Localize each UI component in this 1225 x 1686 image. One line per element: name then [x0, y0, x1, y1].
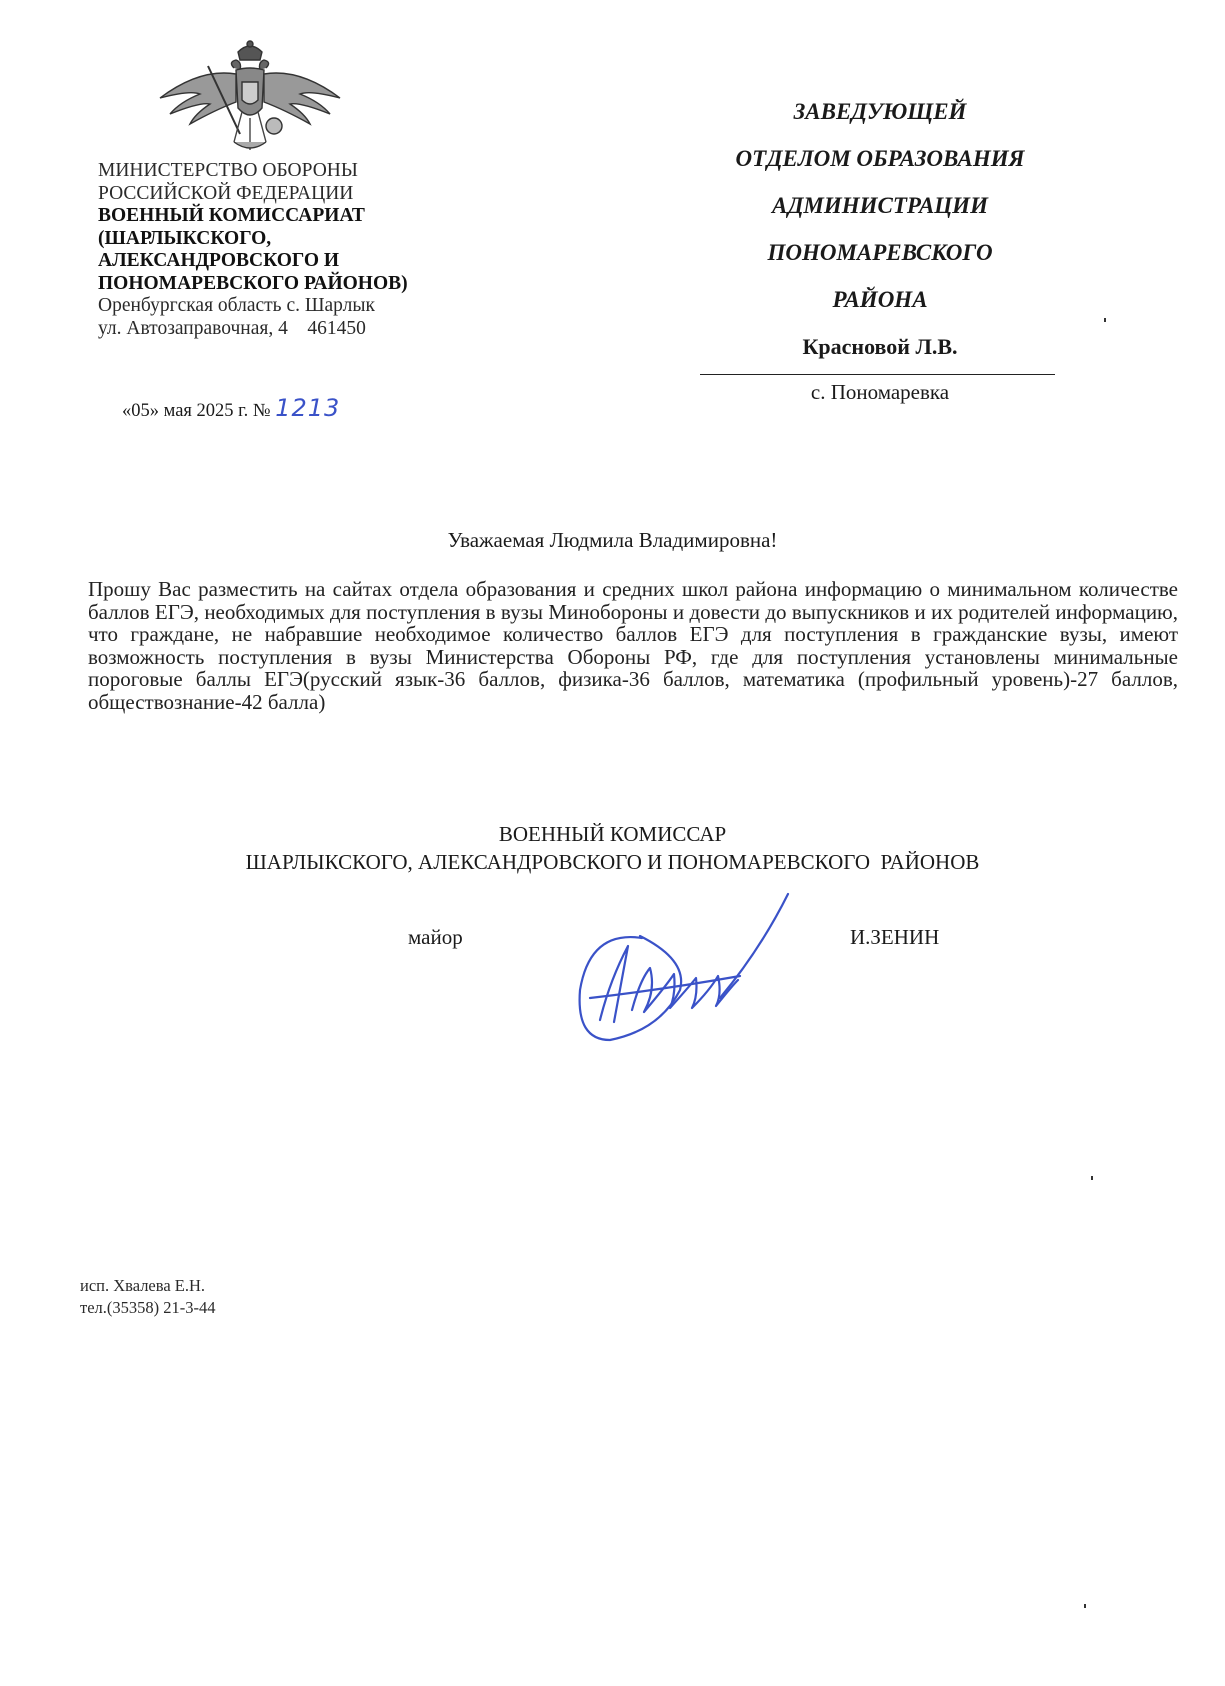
office-line-3: АЛЕКСАНДРОВСКОГО И	[98, 250, 340, 271]
recipient-line-5: РАЙОНА	[832, 287, 928, 312]
recipient-line-1: ЗАВЕДУЮЩЕЙ	[793, 99, 967, 124]
document-number: 1213	[275, 394, 341, 422]
letter-body: Прошу Вас разместить на сайтах отдела образования и средних школ района информацию о минимальном количестве баллов ЕГЭ, необходимых для поступления в вузы Минобороны и довести до выпускников и их родителей информацию, что граждане, не набравшие необходимое количество баллов ЕГЭ для поступления в гражданские вузы, имеют возможность поступления в вузы Министерства Обороны РФ, где для поступления установлены минимальные пороговые баллы ЕГЭ(русский язык-36 баллов, физика-36 баллов, математика (профильный уровень)-27 баллов, обществознание-42 балла)	[88, 577, 1178, 714]
recipient-name: Красновой Л.В.	[802, 334, 958, 359]
handwritten-signature	[570, 890, 810, 1050]
office-line-4: ПОНОМАРЕВСКОГО РАЙОНОВ)	[98, 272, 408, 294]
ministry-line-2: РОССИЙСКОЙ ФЕДЕРАЦИИ	[98, 182, 354, 204]
recipient-divider	[700, 374, 1055, 375]
recipient-line-4: ПОНОМАРЕВСКОГО	[767, 240, 993, 265]
scan-speck	[1104, 318, 1106, 322]
date-text: «05» мая 2025 г. №	[122, 401, 271, 421]
signature-title-line-1: ВОЕННЫЙ КОМИССАР	[498, 822, 727, 846]
address-line-1: Оренбургская область с. Шарлык	[98, 295, 375, 316]
recipient-line-3: АДМИНИСТРАЦИИ	[772, 193, 988, 218]
signer-rank: майор	[408, 925, 463, 949]
office-line-1: ВОЕННЫЙ КОМИССАРИАТ	[98, 205, 365, 226]
date-line	[122, 394, 340, 422]
executor: исп. Хвалева Е.Н.	[80, 1276, 206, 1295]
recipient-place: с. Пономаревка	[810, 380, 950, 404]
ministry-line-1: МИНИСТЕРСТВО ОБОРОНЫ	[98, 160, 358, 181]
office-line-2: (ШАРЛЫКСКОГО,	[98, 227, 272, 249]
signer-name: И.ЗЕНИН	[850, 925, 940, 949]
signature-title	[0, 820, 1225, 876]
phone: тел.(35358) 21-3-44	[80, 1298, 216, 1317]
ministry-emblem-icon	[150, 38, 350, 158]
address-line-2: ул. Автозаправочная, 4 461450	[98, 317, 366, 339]
recipient-line-2: ОТДЕЛОМ ОБРАЗОВАНИЯ	[735, 146, 1025, 171]
signature-title-line-2: ШАРЛЫКСКОГО, АЛЕКСАНДРОВСКОГО И ПОНОМАРЕВСКОГО РАЙОНОВ	[245, 850, 980, 874]
sender-block	[98, 160, 518, 340]
contact-block	[80, 1275, 216, 1319]
greeting: Уважаемая Людмила Владимировна!	[447, 528, 778, 552]
recipient-block	[690, 88, 1070, 370]
scan-speck	[1084, 1604, 1086, 1608]
scan-speck	[1091, 1176, 1093, 1180]
